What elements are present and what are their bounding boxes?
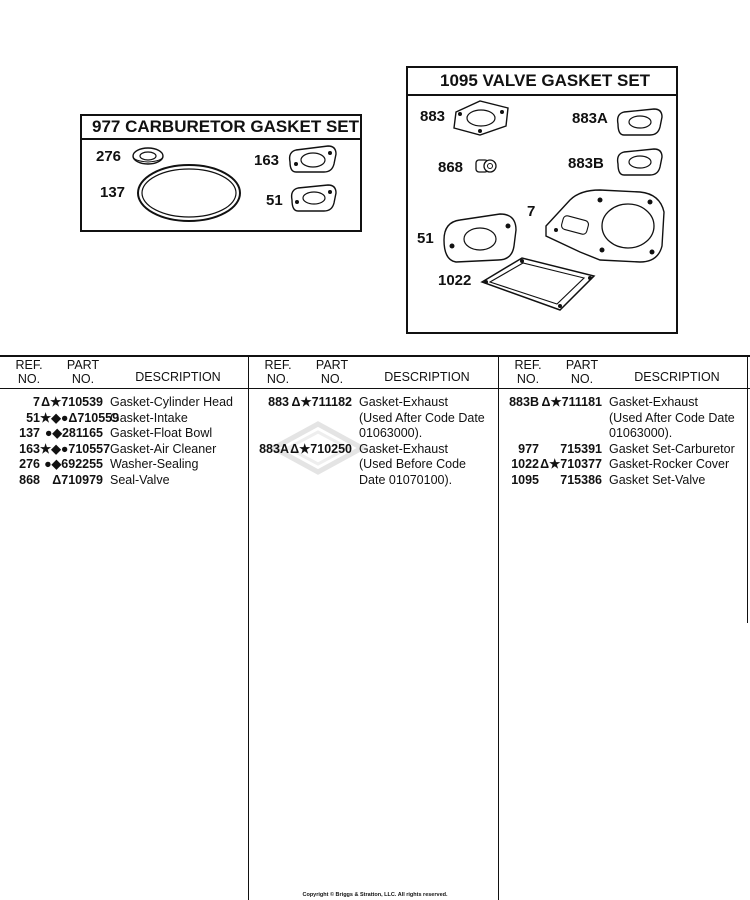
callout-51-carb: 51 xyxy=(266,192,283,209)
part-description: Gasket-Exhaust xyxy=(359,441,448,456)
part-no: ★◆●Δ710559 xyxy=(40,410,120,425)
ref-no: 868 xyxy=(19,472,40,487)
part-description: 01063000). xyxy=(359,426,423,440)
part-description: Gasket-Exhaust xyxy=(609,395,698,409)
part-no: Δ★710377 xyxy=(540,457,602,471)
exhaust-gasket-883b-illustration xyxy=(614,146,664,178)
part-no-header xyxy=(307,358,357,386)
part-description: (Used After Code Date xyxy=(609,410,735,425)
part-description: Gasket Set-Carburetor xyxy=(609,441,735,456)
float-bowl-gasket-illustration xyxy=(134,162,244,224)
carburetor-gasket-set-title: 977 CARBURETOR GASKET SET xyxy=(82,116,360,140)
part-description: Gasket-Exhaust xyxy=(359,395,448,409)
rocker-cover-gasket-illustration xyxy=(478,254,598,314)
ref-no: 276 xyxy=(19,457,40,471)
ref-no: 51 xyxy=(26,410,40,425)
part-description: Seal-Valve xyxy=(110,472,170,487)
part-description: Gasket-Rocker Cover xyxy=(609,457,730,471)
parts-column-1 xyxy=(0,356,250,896)
valve-gasket-set-title: 1095 VALVE GASKET SET xyxy=(408,68,676,96)
ref-no: 883B xyxy=(509,395,539,409)
part-no: Δ★711182 xyxy=(291,395,352,409)
part-no: 715386 xyxy=(560,472,602,487)
callout-137: 137 xyxy=(100,184,126,201)
parts-column-3 xyxy=(499,356,749,896)
part-description: (Used After Code Date xyxy=(359,410,485,425)
part-no: Δ★711181 xyxy=(541,395,602,409)
callout-51-valve: 51 xyxy=(417,230,434,247)
part-description: Gasket-Cylinder Head xyxy=(110,395,233,409)
part-description: (Used Before Code xyxy=(359,457,467,471)
part-no: 715391 xyxy=(560,441,602,456)
part-no: Δ★710250 xyxy=(290,441,352,456)
ref-header-line-2: NO. xyxy=(17,372,41,386)
part-no-header-line-1: PART xyxy=(66,358,100,372)
air-cleaner-gasket-illustration xyxy=(286,142,338,176)
part-no-header-line-2: NO. xyxy=(570,372,594,386)
ref-header-line-1: REF. xyxy=(514,358,542,372)
part-no: Δ710979 xyxy=(52,472,103,487)
part-description: Gasket-Intake xyxy=(110,410,188,425)
part-no-header-line-1: PART xyxy=(565,358,599,372)
part-description: Washer-Sealing xyxy=(110,457,199,471)
ref-header xyxy=(8,358,50,386)
callout-276: 276 xyxy=(96,148,122,165)
ref-no: 977 xyxy=(518,441,539,456)
description-header: DESCRIPTION xyxy=(634,370,720,384)
part-description: 01063000). xyxy=(609,426,673,440)
callout-163: 163 xyxy=(254,152,280,169)
exhaust-gasket-883-illustration xyxy=(450,98,514,138)
part-no-header xyxy=(58,358,108,386)
ref-header-line-1: REF. xyxy=(15,358,43,372)
part-no: Δ★710539 xyxy=(41,395,103,409)
callout-883b: 883B xyxy=(568,155,604,172)
intake-gasket-illustration xyxy=(288,182,338,214)
callout-868: 868 xyxy=(438,159,464,176)
part-description: Gasket-Float Bowl xyxy=(110,426,213,440)
ref-header xyxy=(257,358,299,386)
part-description: Date 01070100). xyxy=(359,472,453,487)
description-header: DESCRIPTION xyxy=(135,370,221,384)
exhaust-gasket-883a-illustration xyxy=(614,106,664,138)
part-no-header-line-2: NO. xyxy=(320,372,344,386)
ref-header xyxy=(507,358,549,386)
part-description: Gasket-Air Cleaner xyxy=(110,441,217,456)
ref-no: 1022 xyxy=(511,457,539,471)
ref-no: 883A xyxy=(259,441,289,456)
ref-no: 883 xyxy=(268,395,289,409)
callout-7: 7 xyxy=(527,203,536,220)
part-description: Gasket Set-Valve xyxy=(609,472,706,487)
callout-883a: 883A xyxy=(572,110,608,127)
ref-no: 7 xyxy=(33,395,40,409)
parts-column-2 xyxy=(249,356,499,896)
part-no: ●◆692255 xyxy=(44,457,103,471)
part-no-header xyxy=(557,358,607,386)
callout-1022: 1022 xyxy=(438,272,472,289)
description-header: DESCRIPTION xyxy=(384,370,470,384)
callout-883: 883 xyxy=(420,108,446,125)
ref-no: 137 xyxy=(19,426,40,440)
ref-header-line-2: NO. xyxy=(266,372,290,386)
ref-no: 163 xyxy=(19,441,40,456)
part-no: ★◆●710557 xyxy=(40,441,111,456)
ref-no: 1095 xyxy=(511,472,539,487)
part-no-header-line-1: PART xyxy=(315,358,349,372)
part-no: ●◆281165 xyxy=(44,426,103,440)
part-no-header-line-2: NO. xyxy=(71,372,95,386)
ref-header-line-2: NO. xyxy=(516,372,540,386)
copyright-notice: Copyright © Briggs & Stratton, LLC. All rights reserved. xyxy=(302,892,448,898)
valve-seal-illustration xyxy=(470,155,500,177)
ref-header-line-1: REF. xyxy=(264,358,292,372)
